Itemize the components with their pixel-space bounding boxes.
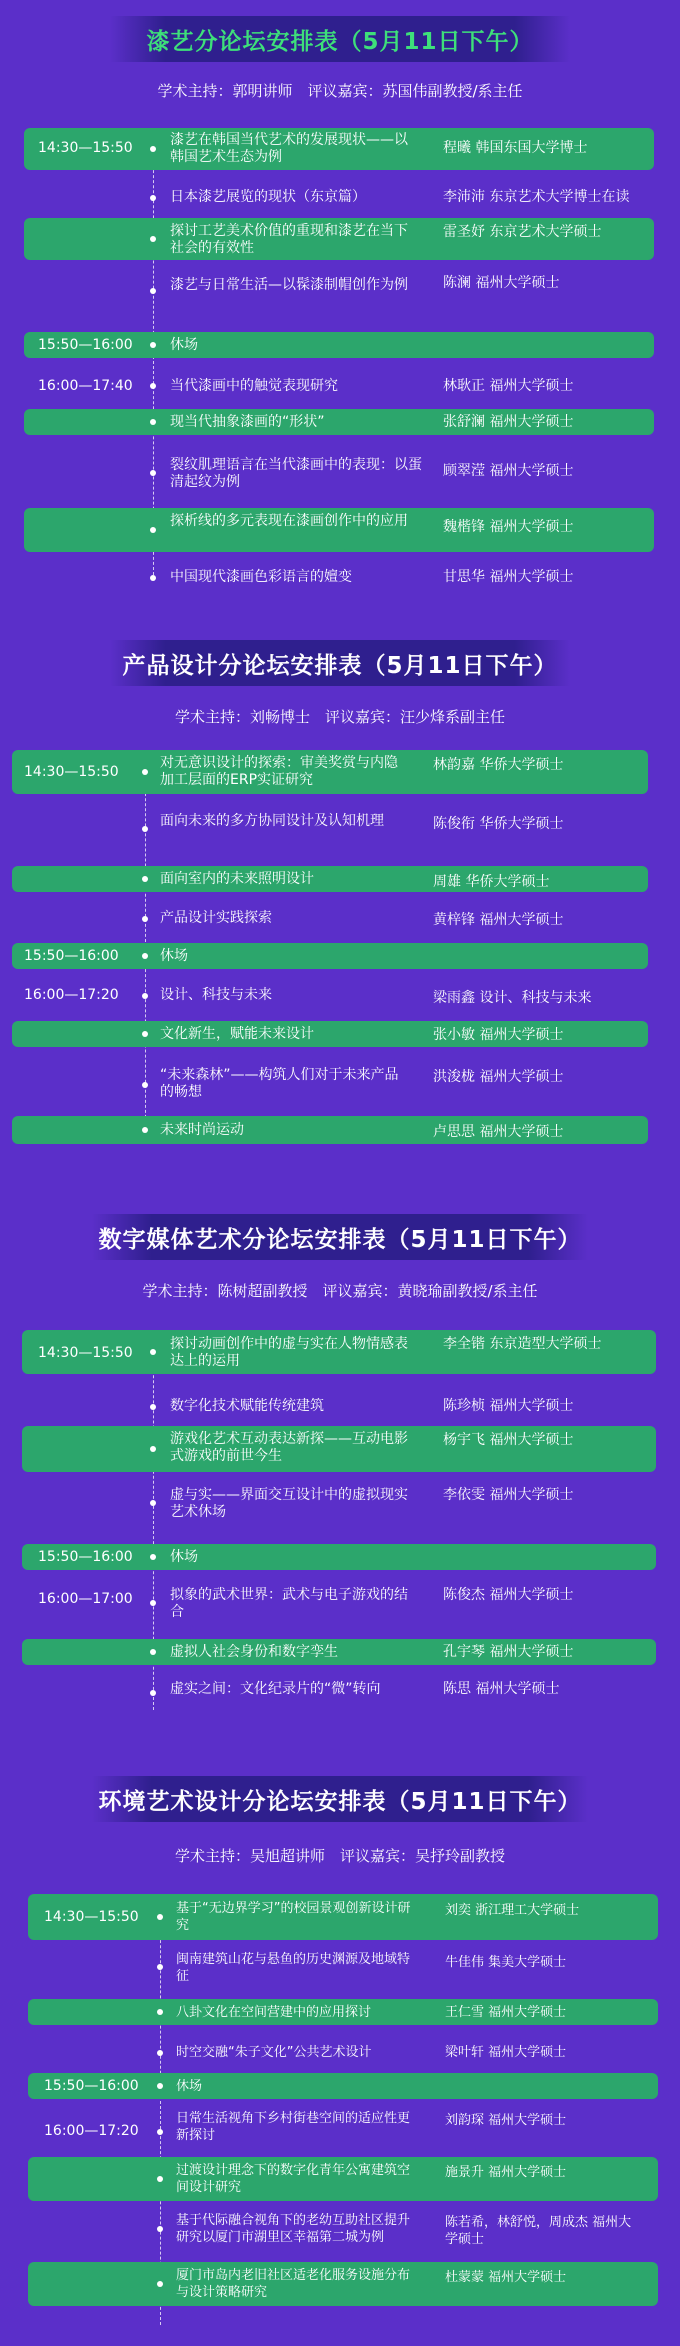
- topic: 休场: [170, 1549, 198, 1565]
- speaker: 李沛沛 东京艺术大学博士在读: [443, 189, 630, 205]
- timeline-dot: [157, 2176, 163, 2182]
- timeline-dot: [150, 1349, 156, 1355]
- topic: 探讨工艺美术价值的重现和漆艺在当下社会的有效性: [170, 223, 408, 256]
- timeline-dot: [150, 236, 156, 242]
- timeline-dot: [142, 993, 148, 999]
- timeline-dot: [157, 1964, 163, 1970]
- topic: 产品设计实践探索: [160, 910, 272, 926]
- topic: 探讨动画创作中的虚与实在人物情感表达上的运用: [170, 1336, 408, 1369]
- speaker: 洪浚栊 福州大学硕士: [433, 1069, 564, 1085]
- timeline-dot: [150, 1649, 156, 1655]
- section-hosts: 学术主持：吴旭超讲师 评议嘉宾：吴抒玲副教授: [174, 1847, 505, 1865]
- speaker: 刘奕 浙江理工大学硕士: [445, 1903, 580, 1918]
- speaker: 杜蒙蒙 福州大学硕士: [445, 2270, 567, 2285]
- timeline-dot: [150, 288, 156, 294]
- speaker: 李全锴 东京造型大学硕士: [443, 1336, 602, 1352]
- time-label: 15:50—16:00: [38, 337, 133, 353]
- speaker: 林耿正 福州大学硕士: [443, 378, 574, 394]
- speaker: 陈澜 福州大学硕士: [443, 275, 560, 291]
- timeline-dot: [157, 2009, 163, 2015]
- timeline-dot: [157, 2050, 163, 2056]
- topic: 时空交融“朱子文化”公共艺术设计: [176, 2045, 372, 2060]
- timeline-dot: [142, 1031, 148, 1037]
- topic: 裂纹肌理语言在当代漆画中的表现：以蛋清起纹为例: [170, 457, 422, 490]
- timeline-dot: [150, 1446, 156, 1452]
- topic: 休场: [170, 337, 198, 353]
- topic: 过渡设计理念下的数字化青年公寓建筑空间设计研究: [176, 2163, 411, 2195]
- timeline-dot: [150, 527, 156, 533]
- speaker: 杨宇飞 福州大学硕士: [443, 1432, 574, 1448]
- topic: 中国现代漆画色彩语言的嬗变: [170, 569, 352, 585]
- timeline-dot: [142, 916, 148, 922]
- speaker: 甘思华 福州大学硕士: [443, 569, 574, 585]
- topic: 漆艺在韩国当代艺术的发展现状——以韩国艺术生态为例: [170, 132, 408, 165]
- topic: 日常生活视角下乡村街巷空间的适应性更新探讨: [176, 2111, 411, 2143]
- speaker: 张小敏 福州大学硕士: [433, 1027, 564, 1043]
- topic: 漆艺与日常生活—以髹漆制帽创作为例: [170, 277, 408, 293]
- speaker: 陈若希，林舒悦，周成杰 福州大学硕士: [445, 2215, 632, 2247]
- speaker: 陈俊杰 福州大学硕士: [443, 1587, 574, 1603]
- timeline-dot: [150, 419, 156, 425]
- time-label: 16:00—17:00: [38, 1591, 133, 1607]
- topic: 休场: [176, 2079, 203, 2094]
- topic: 探析线的多元表现在漆画创作中的应用: [170, 513, 408, 529]
- speaker: 牛佳伟 集美大学硕士: [445, 1955, 567, 1970]
- topic: 数字化技术赋能传统建筑: [170, 1398, 324, 1414]
- time-label: 16:00—17:20: [44, 2123, 139, 2139]
- speaker: 程曦 韩国东国大学博士: [443, 140, 588, 156]
- topic: 未来时尚运动: [160, 1122, 244, 1138]
- time-label: 15:50—16:00: [24, 948, 119, 964]
- section-title: 产品设计分论坛安排表（5月11日下午）: [110, 640, 570, 686]
- section-hosts: 学术主持：郭明讲师 评议嘉宾：苏国伟副教授/系主任: [157, 82, 523, 100]
- section-title: 环境艺术设计分论坛安排表（5月11日下午）: [92, 1776, 588, 1822]
- topic: 虚与实——界面交互设计中的虚拟现实艺术休场: [170, 1487, 408, 1520]
- topic: 虚实之间：文化纪录片的“微”转向: [170, 1681, 381, 1697]
- timeline-dot: [142, 769, 148, 775]
- topic: 面向未来的多方协同设计及认知机理: [160, 813, 384, 829]
- speaker: 陈俊衔 华侨大学硕士: [433, 816, 564, 832]
- timeline-dot: [150, 342, 156, 348]
- speaker: 雷圣妤 东京艺术大学硕士: [443, 224, 602, 240]
- topic: 现当代抽象漆画的“形状”: [170, 414, 325, 430]
- timeline-dot: [150, 146, 156, 152]
- speaker: 梁叶轩 福州大学硕士: [445, 2045, 567, 2060]
- timeline-dot: [142, 1127, 148, 1133]
- section-hosts: 学术主持：陈树超副教授 评议嘉宾：黄晓瑜副教授/系主任: [142, 1282, 538, 1300]
- time-label: 14:30—15:50: [38, 1345, 133, 1361]
- topic: 厦门市岛内老旧社区适老化服务设施分布与设计策略研究: [176, 2268, 411, 2300]
- time-label: 14:30—15:50: [24, 764, 119, 780]
- speaker: 林韵嘉 华侨大学硕士: [433, 757, 564, 773]
- timeline-dot: [157, 1914, 163, 1920]
- speaker: 施景升 福州大学硕士: [445, 2165, 567, 2180]
- speaker: 顾翠滢 福州大学硕士: [443, 463, 574, 479]
- topic: 文化新生，赋能未来设计: [160, 1026, 314, 1042]
- time-label: 16:00—17:40: [38, 378, 133, 394]
- timeline-dot: [142, 826, 148, 832]
- topic: 拟象的武术世界：武术与电子游戏的结合: [170, 1587, 408, 1620]
- time-label: 15:50—16:00: [44, 2078, 139, 2094]
- topic: 面向室内的未来照明设计: [160, 871, 314, 887]
- timeline-dot: [157, 2226, 163, 2232]
- timeline-dot: [157, 2129, 163, 2135]
- section-title: 数字媒体艺术分论坛安排表（5月11日下午）: [92, 1214, 588, 1260]
- timeline-dot: [150, 1554, 156, 1560]
- topic: 游戏化艺术互动表达新探——互动电影式游戏的前世今生: [170, 1431, 408, 1464]
- section-hosts: 学术主持：刘畅博士 评议嘉宾：汪少烽系副主任: [174, 708, 505, 726]
- time-label: 14:30—15:50: [38, 140, 133, 156]
- topic: 日本漆艺展览的现状（东京篇）: [170, 189, 366, 205]
- section-title: 漆艺分论坛安排表（5月11日下午）: [110, 16, 570, 62]
- timeline-dot: [150, 1690, 156, 1696]
- time-label: 16:00—17:20: [24, 987, 119, 1003]
- speaker: 刘韵琛 福州大学硕士: [445, 2113, 567, 2128]
- timeline-dot: [142, 1082, 148, 1088]
- speaker: 陈思 福州大学硕士: [443, 1681, 560, 1697]
- speaker: 魏楷锋 福州大学硕士: [443, 519, 574, 535]
- timeline-dot: [157, 2083, 163, 2089]
- speaker: 梁雨鑫 设计、科技与未来: [433, 990, 592, 1006]
- timeline-dot: [150, 383, 156, 389]
- speaker: 周雄 华侨大学硕士: [433, 874, 550, 890]
- topic: 基于“无边界学习”的校园景观创新设计研究: [176, 1901, 411, 1933]
- time-label: 15:50—16:00: [38, 1549, 133, 1565]
- topic: 闽南建筑山花与悬鱼的历史渊源及地域特征: [176, 1952, 411, 1984]
- speaker: 张舒澜 福州大学硕士: [443, 414, 574, 430]
- topic: 对无意识设计的探索：审美奖赏与内隐加工层面的ERP实证研究: [160, 755, 398, 788]
- timeline-dot: [150, 1500, 156, 1506]
- timeline-dot: [150, 470, 156, 476]
- timeline-dot: [157, 2281, 163, 2287]
- topic: 八卦文化在空间营建中的应用探讨: [176, 2005, 372, 2020]
- speaker: 陈珍桢 福州大学硕士: [443, 1398, 574, 1414]
- topic: 设计、科技与未来: [160, 987, 272, 1003]
- topic: 休场: [160, 948, 188, 964]
- topic: “未来森林”——构筑人们对于未来产品的畅想: [160, 1067, 399, 1100]
- speaker: 李依雯 福州大学硕士: [443, 1487, 574, 1503]
- timeline-dot: [150, 575, 156, 581]
- time-label: 14:30—15:50: [44, 1909, 139, 1925]
- speaker: 王仁雪 福州大学硕士: [445, 2005, 567, 2020]
- speaker: 孔宇琴 福州大学硕士: [443, 1644, 574, 1660]
- speaker: 卢思思 福州大学硕士: [433, 1124, 564, 1140]
- topic: 当代漆画中的触觉表现研究: [170, 378, 338, 394]
- topic: 基于代际融合视角下的老幼互助社区提升研究以厦门市湖里区幸福第二城为例: [176, 2213, 411, 2245]
- timeline-dot: [142, 953, 148, 959]
- timeline-dot: [150, 195, 156, 201]
- timeline-dot: [142, 876, 148, 882]
- timeline-dot: [150, 1600, 156, 1606]
- speaker: 黄梓锋 福州大学硕士: [433, 912, 564, 928]
- timeline-dot: [150, 1404, 156, 1410]
- topic: 虚拟人社会身份和数字孪生: [170, 1644, 338, 1660]
